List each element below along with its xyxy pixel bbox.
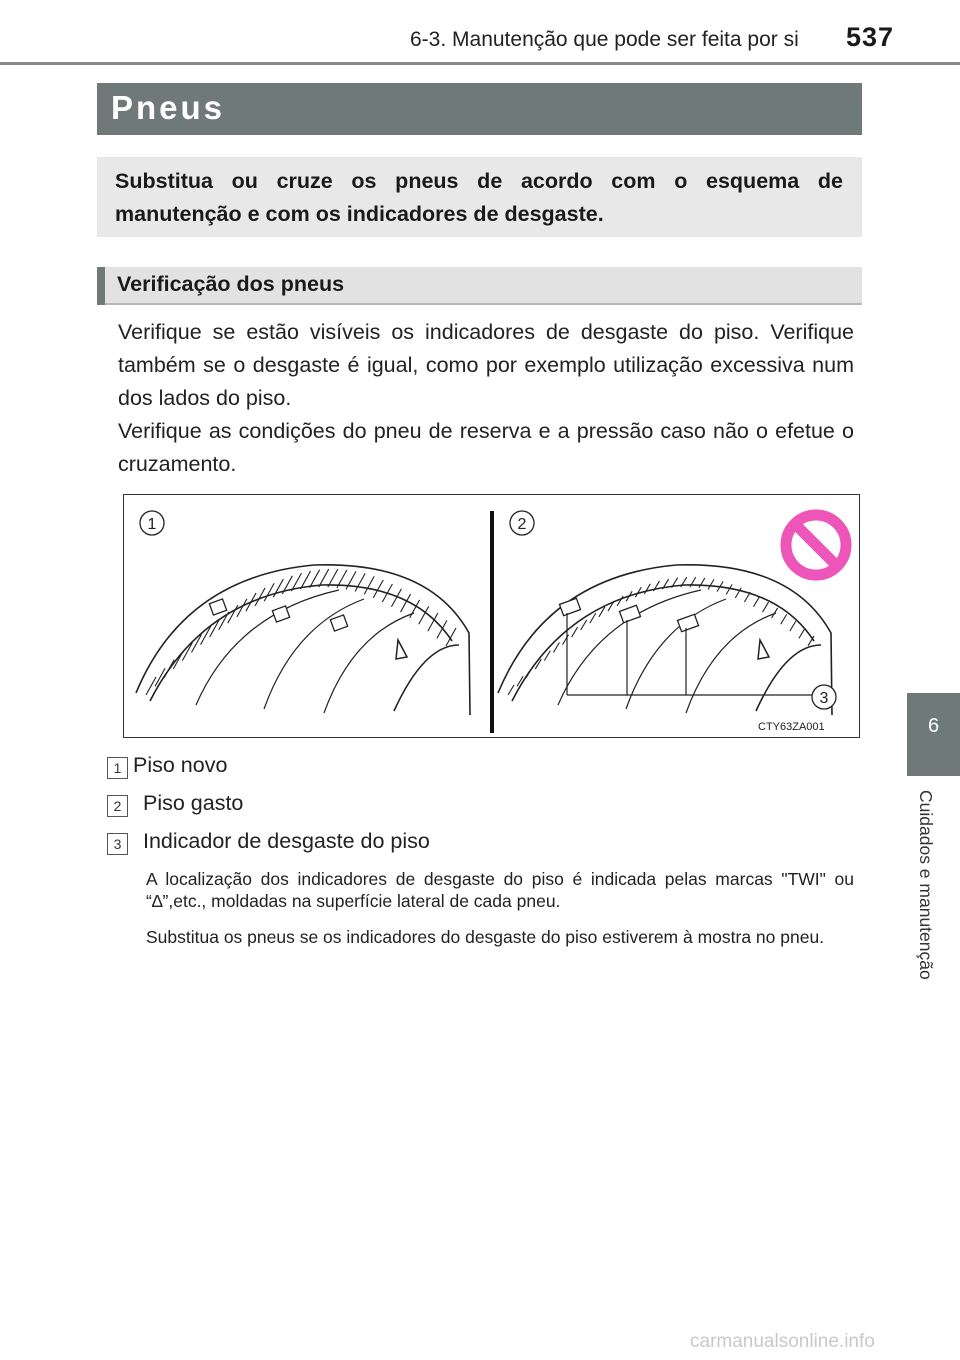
tread-groove [572, 627, 578, 637]
tread-groove [264, 583, 274, 601]
callout-1 [140, 511, 164, 535]
subheading-text: Verificação dos pneus [117, 272, 345, 296]
paragraph-tread-check: Verifique se estão visíveis os indicadores de desgaste do piso. Verifique também se o desgaste é igual, como por exemplo utilização excessiva num dos lados do piso. [118, 320, 854, 410]
tire-new-wear-indicators [209, 599, 347, 631]
chapter-label-container [905, 790, 945, 1020]
note-replace-tires: Substitua os pneus se os indicadores do desgaste do piso estiverem à mostra no pneu. [146, 927, 825, 947]
legend-label: Piso gasto [143, 791, 244, 815]
page-title: Pneus [111, 89, 226, 126]
tire-new [136, 565, 470, 715]
tire-worn-grooves [508, 577, 814, 695]
tread-groove [173, 651, 183, 669]
tread-groove [753, 597, 759, 607]
tread-groove [581, 620, 587, 630]
tread-groove [273, 579, 283, 597]
note-twi-location: A localização dos indicadores de desgaste do piso é indicada pelas marcas "TWI" ou “∆”,etc., moldadas na superfície lateral de cada pneu. [146, 869, 854, 911]
tire-illustration [123, 494, 860, 738]
callout-2-label: 2 [517, 516, 527, 533]
legend-label: Indicador de desgaste do piso [143, 829, 430, 853]
tire-worn-wear-indicators [559, 598, 698, 631]
subheading [97, 267, 862, 305]
tread-groove [590, 613, 596, 623]
tread-groove [744, 592, 750, 602]
tread-groove [799, 628, 805, 638]
tread-groove [563, 635, 569, 645]
subheading-accent [97, 267, 105, 305]
page-number: 537 [846, 22, 895, 52]
tread-groove [246, 593, 256, 611]
callout-1-label: 1 [147, 516, 157, 533]
tread-groove [382, 584, 392, 602]
legend-number: 2 [107, 795, 128, 817]
tread-groove [781, 614, 787, 624]
legend-number: 3 [107, 833, 128, 855]
tire-new-twi-triangle [396, 640, 407, 659]
callout-2 [510, 511, 534, 535]
tread-groove [508, 685, 514, 695]
tread-groove [219, 612, 229, 630]
legend-label: Piso novo [133, 753, 228, 777]
tread-groove [553, 642, 559, 652]
section-heading: 6-3. Manutenção que pode ser feita por si [410, 28, 799, 51]
tread-groove [228, 605, 238, 623]
tread-groove [210, 619, 220, 637]
tread-groove [164, 660, 174, 678]
tread-groove [526, 668, 532, 678]
watermark: carmanualsonline.info [690, 1331, 875, 1352]
tire-new-grooves [146, 569, 456, 695]
tread-groove [699, 578, 705, 588]
figure-code: CTY63ZA001 [758, 721, 825, 733]
chapter-tab [907, 693, 960, 776]
legend-number: 1 [107, 757, 128, 779]
tread-groove [355, 574, 365, 592]
callout-3 [812, 685, 836, 709]
tread-groove [644, 584, 650, 594]
tread-groove [763, 602, 769, 612]
tread-groove [446, 628, 456, 646]
tread-groove [790, 621, 796, 631]
tread-groove [708, 579, 714, 589]
tread-groove [401, 594, 411, 612]
tire-drawing [124, 495, 860, 738]
callout-3-label: 3 [819, 690, 829, 707]
tread-groove [373, 580, 383, 598]
paragraph-spare-check: Verifique as condições do pneu de reserva e a pressão caso não o efetue o cruzamento. [118, 419, 854, 476]
title-bar [97, 83, 862, 135]
intro-text: Substitua ou cruze os pneus de acordo com o esquema de manutenção e com os indicadores de desgaste. [115, 169, 843, 226]
header-rule [0, 62, 960, 65]
tread-groove [772, 608, 778, 618]
tread-groove [364, 576, 374, 594]
tire-worn-twi-triangle [758, 640, 769, 659]
prohibition-icon [786, 515, 846, 575]
chapter-label: Cuidados e manutenção [916, 790, 936, 980]
intro-box [97, 157, 862, 237]
chapter-number: 6 [927, 715, 940, 737]
tire-worn [498, 565, 832, 715]
